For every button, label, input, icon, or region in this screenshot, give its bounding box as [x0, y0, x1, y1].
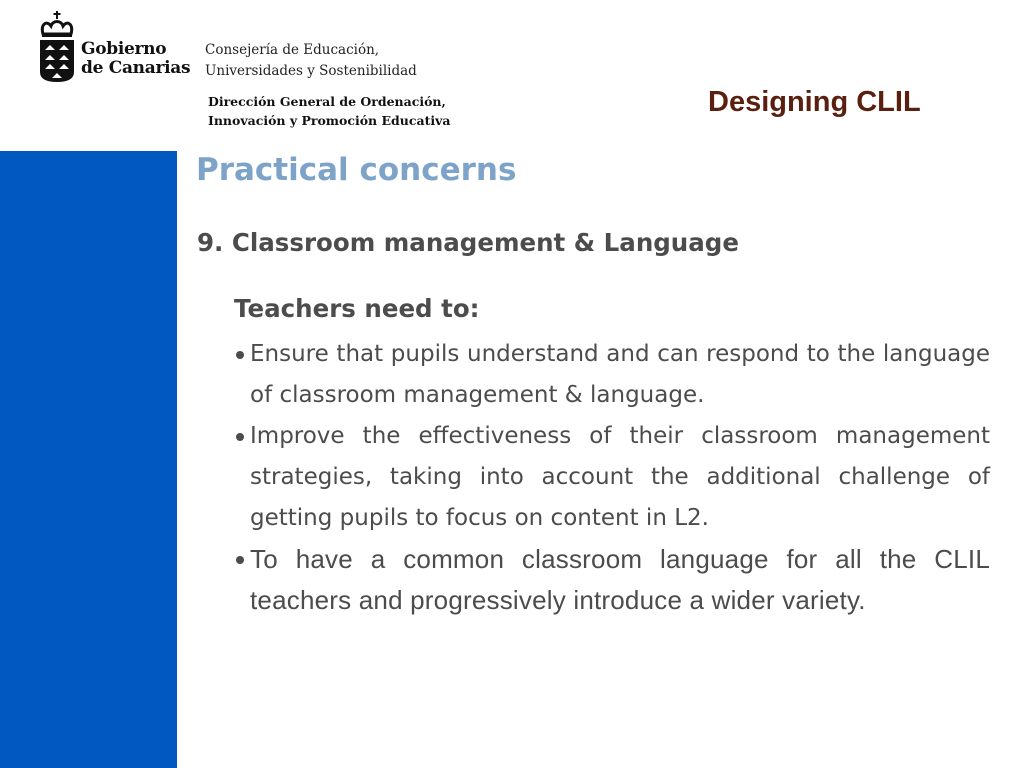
deck-title: Designing CLIL: [708, 86, 921, 118]
department-line1: Consejería de Educación,: [205, 42, 380, 58]
accent-side-panel: [0, 151, 177, 768]
bullet-icon: [236, 351, 244, 359]
section-title: Practical concerns: [196, 152, 517, 188]
department-name: [205, 40, 417, 82]
coat-of-arms-icon: [37, 10, 77, 85]
bullet-text: Improve the effectiveness of their classroom management strategies, taking into account the additional challenge of getting pupils to focus on content in L2.: [250, 423, 990, 531]
government-name-line2: de Canarias: [81, 58, 191, 78]
directorate-line1: Dirección General de Ordenación,: [208, 94, 446, 109]
government-name-line1: Gobierno: [81, 39, 167, 59]
bullet-text: To have a common classroom language for all the CLIL teachers and progressively introduce a wider variety.: [250, 544, 990, 615]
lead-text: Teachers need to:: [234, 294, 480, 323]
directorate-line2: Innovación y Promoción Educativa: [208, 113, 451, 128]
bullet-list: [233, 334, 990, 621]
bullet-text: Ensure that pupils understand and can respond to the language of classroom management & language.: [250, 341, 990, 408]
government-name: [81, 40, 190, 78]
bullet-item: [233, 416, 990, 539]
department-line2: Universidades y Sostenibilidad: [205, 63, 417, 79]
bullet-icon: [236, 433, 244, 441]
directorate-name: [208, 92, 450, 130]
bullet-item: [233, 539, 990, 621]
bullet-icon: [236, 556, 244, 564]
slide-subtitle: 9. Classroom management & Language: [197, 228, 739, 257]
bullet-item: [233, 334, 990, 416]
